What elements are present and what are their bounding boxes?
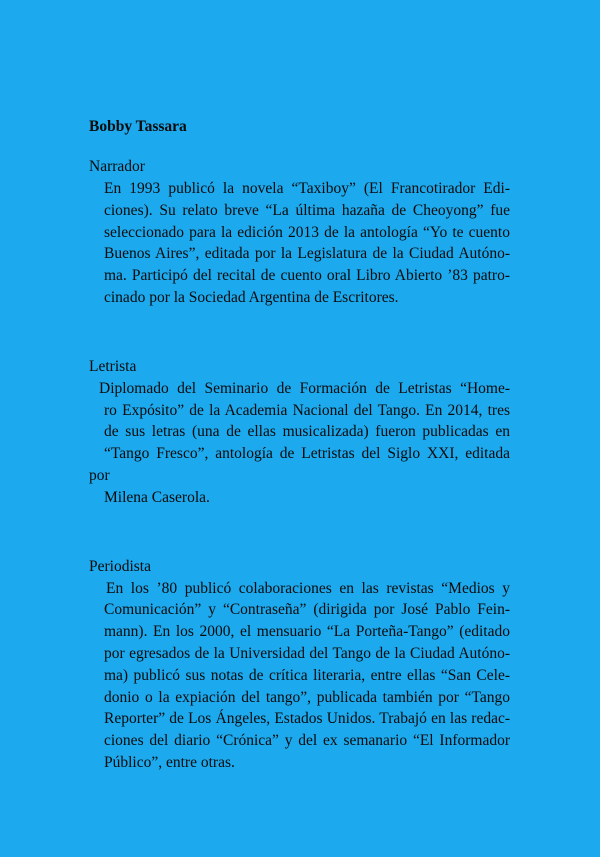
text-line: En los ’80 publicó colaboraciones en las revistas “Medios y: [106, 579, 510, 597]
text-line: Diplomado del Seminario de Formación de Letristas “Home-: [99, 379, 510, 397]
text-line: seleccionado para la edición 2013 de la antología “Yo te cuento: [104, 223, 510, 241]
section-periodista: [89, 556, 510, 774]
text-line: Buenos Aires”, editada por la Legislatura de la Ciudad Autóno-: [104, 245, 510, 263]
text-line: Reporter” de Los Ángeles, Estados Unidos. Trabajó en las redac-: [104, 710, 510, 728]
section-paragraph: [89, 378, 510, 509]
section-paragraph: [89, 578, 510, 774]
section-heading: Narrador: [89, 158, 145, 175]
text-line: mann). En los 2000, el mensuario “La Porteña-Tango” (editado: [104, 623, 510, 641]
text-line: ma) publicó sus notas de crítica literaria, entre ellas “San Cele-: [104, 666, 510, 684]
text-line: Milena Caserola.: [104, 488, 210, 506]
section-heading: Letrista: [89, 357, 137, 375]
author-name: Bobby Tassara: [89, 118, 187, 135]
text-line: ciones del diario “Crónica” y del ex semanario “El Informador: [104, 732, 510, 750]
text-line: ro Expósito” de la Academia Nacional del Tango. En 2014, tres: [104, 401, 510, 419]
text-line: En 1993 publicó la novela “Taxiboy” (El Francotirador Edi-: [104, 180, 510, 197]
text-line: por egresados de la Universidad del Tango de la Ciudad Autóno-: [104, 644, 510, 662]
text-line: ciones). Su relato breve “La última hazaña de Cheoyong” fue: [104, 201, 510, 219]
text-line: ma. Participó del recital de cuento oral Libro Abierto ’83 patro-: [104, 267, 510, 285]
text-line: cinado por la Sociedad Argentina de Escritores.: [104, 288, 399, 306]
section-paragraph: [89, 178, 510, 309]
text-line: de sus letras (una de ellas musicalizada) fueron publicadas en: [104, 423, 510, 441]
bio-content: [89, 116, 510, 774]
text-line: Público”, entre otras.: [104, 753, 235, 771]
text-line: “Tango Fresco”, antología de Letristas del Siglo XXI, editada por: [89, 445, 510, 484]
text-line: Comunicación” y “Contraseña” (dirigida por José Pablo Fein-: [104, 601, 510, 619]
section-narrador: [89, 156, 510, 309]
section-heading: Periodista: [89, 557, 151, 575]
section-letrista: [89, 356, 510, 509]
text-line: donio o la expiación del tango”, publicada también por “Tango: [104, 688, 510, 706]
